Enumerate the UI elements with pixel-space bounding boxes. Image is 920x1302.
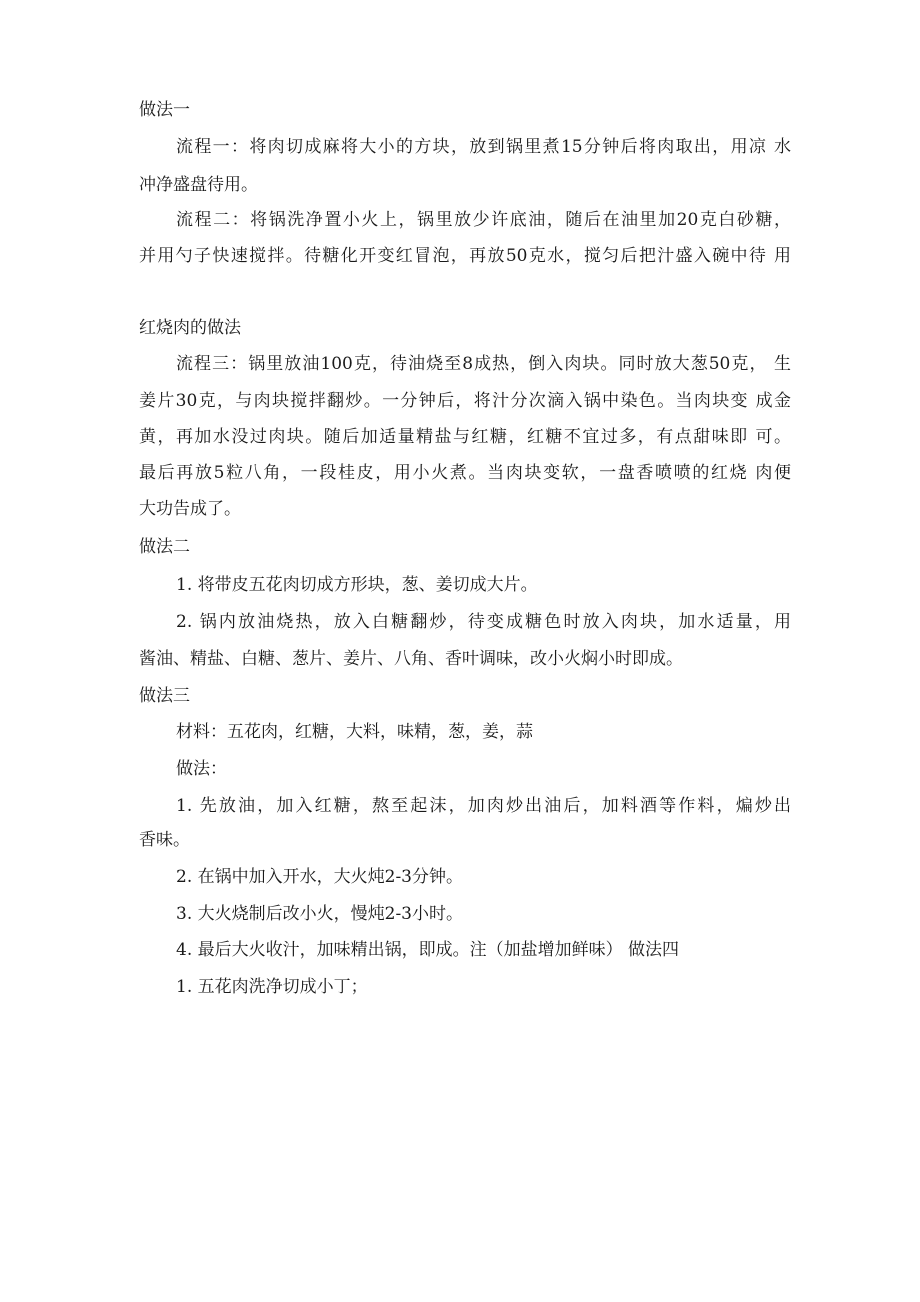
- paragraph-line: 最后再放5粒八角，一段桂皮，用小火煮。当肉块变软，一盘香喷喷的红烧 肉便: [139, 463, 791, 483]
- list-item: 1. 将带皮五花肉切成方形块，葱、姜切成大片。: [176, 575, 538, 595]
- list-item: 4. 最后大火收汁，加味精出锅，即成。注（加盐增加鲜味） 做法四: [176, 940, 680, 960]
- paragraph-line: 流程一：将肉切成麻将大小的方块，放到锅里煮15分钟后将肉取出，用凉 水: [176, 137, 791, 157]
- heading-method-3: 做法三: [139, 686, 190, 706]
- paragraph-line: 酱油、精盐、白糖、葱片、姜片、八角、香叶调味，改小火焖小时即成。: [139, 649, 683, 669]
- heading-method-2: 做法二: [139, 537, 190, 557]
- paragraph-line: 并用勺子快速搅拌。待糖化开变红冒泡，再放50克水，搅匀后把汁盛入碗中待 用: [139, 246, 791, 266]
- paragraph-line: 姜片30克，与肉块搅拌翻炒。一分钟后，将汁分次滴入锅中染色。当肉块变 成金: [139, 391, 791, 411]
- paragraph-line: 香味。: [139, 830, 190, 850]
- paragraph-line: 流程三：锅里放油100克，待油烧至8成热，倒入肉块。同时放大葱50克， 生: [176, 354, 791, 374]
- list-item: 2. 锅内放油烧热，放入白糖翻炒，待变成糖色时放入肉块，加水适量，用: [176, 612, 791, 632]
- list-item: 1. 先放油，加入红糖，熬至起沫，加肉炒出油后，加料酒等作料，煸炒出: [176, 796, 791, 816]
- list-item: 2. 在锅中加入开水，大火炖2-3分钟。: [176, 867, 463, 887]
- method-label: 做法：: [176, 759, 227, 779]
- heading-method-1: 做法一: [139, 100, 190, 120]
- paragraph-line: 冲净盛盘待用。: [139, 175, 258, 195]
- paragraph-line: 流程二：将锅洗净置小火上，锅里放少许底油，随后在油里加20克白砂糖，: [176, 210, 791, 230]
- list-item: 3. 大火烧制后改小火，慢炖2-3小时。: [176, 904, 463, 924]
- paragraph-line: 黄，再加水没过肉块。随后加适量精盐与红糖，红糖不宜过多，有点甜味即 可。: [139, 427, 791, 447]
- ingredients-line: 材料：五花肉，红糖，大料，味精，葱，姜，蒜: [176, 722, 533, 742]
- list-item: 1. 五花肉洗净切成小丁；: [176, 977, 368, 997]
- paragraph-line: 大功告成了。: [139, 499, 241, 519]
- heading-braised-pork: 红烧肉的做法: [139, 318, 241, 338]
